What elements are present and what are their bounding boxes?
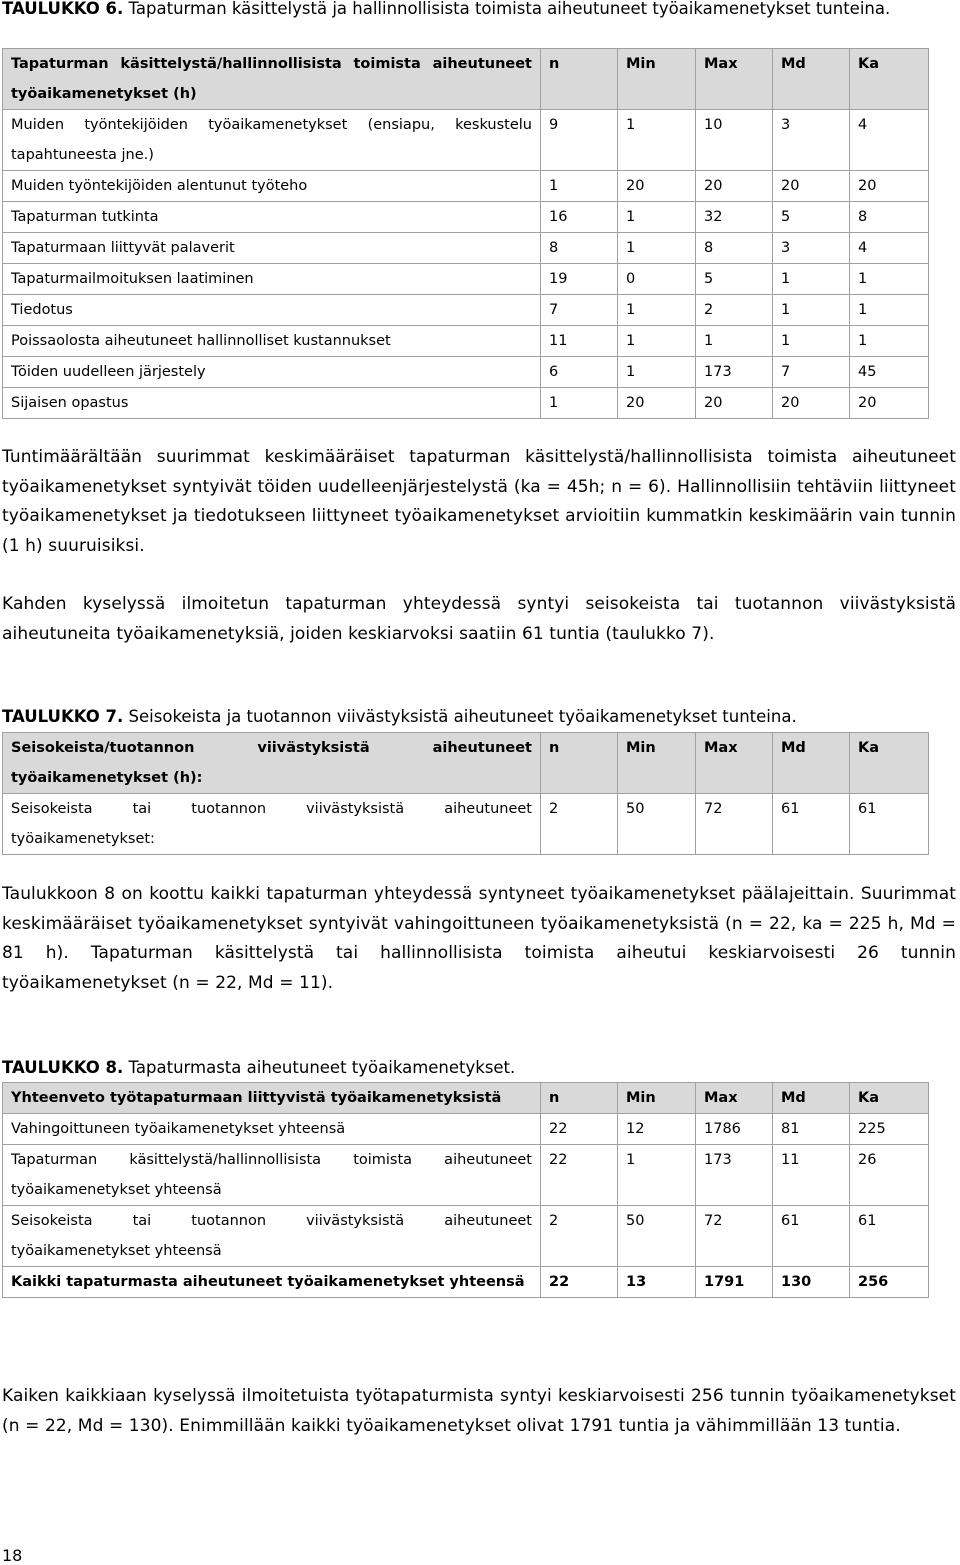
cell-min: 1 — [618, 110, 696, 171]
cell-n: 1 — [541, 388, 618, 419]
cell-md: 61 — [773, 1206, 850, 1267]
row-label: Seisokeista tai tuotannon viivästyksistä aiheutuneet työaikamenetykset: — [3, 794, 541, 855]
cell-n: 1 — [541, 171, 618, 202]
table7-header-n: n — [541, 733, 618, 794]
cell-ka: 45 — [850, 357, 929, 388]
table7-caption-text: Seisokeista ja tuotannon viivästyksistä aiheutuneet työaikamenetykset tunteina. — [123, 707, 797, 726]
table8-header-min: Min — [618, 1083, 696, 1114]
cell-n: 6 — [541, 357, 618, 388]
cell-n: 7 — [541, 295, 618, 326]
row-label: Tapaturman käsittelystä/hallinnollisista toimista aiheutuneet työaikamenetykset yhteensä — [3, 1145, 541, 1206]
paragraph-1: Tuntimäärältään suurimmat keskimääräiset tapaturman käsittelystä/hallinnollisista toimista aiheutuneet työaikamenetykset syntyivät töiden uudelleenjärjestelystä (ka = 45h; n = 6). Hallinnollisiin tehtäviin liittyneet työaikamenetykset ja tiedotukseen liittyneet työaikamenetykset arvioitiin kummatkin keskimäärin vain tunnin (1 h) suuruisiksi. — [2, 447, 956, 556]
cell-ka: 8 — [850, 202, 929, 233]
row-label: Sijaisen opastus — [3, 388, 541, 419]
table7-caption-label: TAULUKKO 7. — [2, 707, 124, 726]
cell-md: 7 — [773, 357, 850, 388]
table-row — [3, 233, 929, 264]
paragraph-4: Kaiken kaikkiaan kyselyssä ilmoitetuista työtapaturmista syntyi keskiarvoisesti 256 tunnin työaikamenetykset (n = 22, Md = 130). Enimmillään kaikki työaikamenetykset olivat 1791 tuntia ja vähimmillään 13 tuntia. — [2, 1386, 956, 1436]
table6-caption-text: Tapaturman käsittelystä ja hallinnollisista toimista aiheutuneet työaikamenetykset tunteina. — [123, 0, 891, 18]
table6-header-row — [3, 49, 929, 110]
table6-header-n: n — [541, 49, 618, 110]
cell-min: 50 — [618, 794, 696, 855]
table7-header-label: Seisokeista/tuotannon viivästyksistä aiheutuneet työaikamenetykset (h): — [3, 733, 541, 794]
table7-header-max: Max — [696, 733, 773, 794]
cell-ka: 20 — [850, 171, 929, 202]
page-number: 18 — [2, 1546, 23, 1565]
cell-max: 1791 — [696, 1267, 773, 1298]
table8-header-n: n — [541, 1083, 618, 1114]
cell-min: 12 — [618, 1114, 696, 1145]
cell-n: 2 — [541, 794, 618, 855]
table-row — [3, 202, 929, 233]
cell-ka: 4 — [850, 233, 929, 264]
cell-md: 3 — [773, 233, 850, 264]
cell-min: 1 — [618, 1145, 696, 1206]
cell-md: 1 — [773, 295, 850, 326]
cell-max: 20 — [696, 171, 773, 202]
cell-n: 19 — [541, 264, 618, 295]
cell-ka: 1 — [850, 326, 929, 357]
table-row — [3, 388, 929, 419]
table7-caption — [2, 706, 952, 728]
cell-md: 20 — [773, 171, 850, 202]
cell-min: 1 — [618, 295, 696, 326]
row-label: Tapaturman tutkinta — [3, 202, 541, 233]
table7-header-md: Md — [773, 733, 850, 794]
cell-n: 8 — [541, 233, 618, 264]
table6-header-ka: Ka — [850, 49, 929, 110]
table6-caption-label: TAULUKKO 6. — [2, 0, 124, 18]
row-label: Tiedotus — [3, 295, 541, 326]
table8-header-ka: Ka — [850, 1083, 929, 1114]
cell-max: 5 — [696, 264, 773, 295]
cell-md: 81 — [773, 1114, 850, 1145]
table-row — [3, 326, 929, 357]
table-row — [3, 357, 929, 388]
cell-max: 1 — [696, 326, 773, 357]
cell-ka: 26 — [850, 1145, 929, 1206]
cell-md: 3 — [773, 110, 850, 171]
cell-md: 5 — [773, 202, 850, 233]
table-row-total — [3, 1267, 929, 1298]
cell-md: 1 — [773, 326, 850, 357]
table6-header-min: Min — [618, 49, 696, 110]
row-label: Tapaturmailmoituksen laatiminen — [3, 264, 541, 295]
cell-ka: 225 — [850, 1114, 929, 1145]
table7-header-min: Min — [618, 733, 696, 794]
cell-min: 13 — [618, 1267, 696, 1298]
table-row — [3, 1114, 929, 1145]
cell-min: 50 — [618, 1206, 696, 1267]
paragraph-2: Kahden kyselyssä ilmoitetun tapaturman yhteydessä syntyi seisokeista tai tuotannon viivästyksistä aiheutuneita työaikamenetyksiä, joiden keskiarvoksi saatiin 61 tuntia (taulukko 7). — [2, 594, 956, 644]
cell-min: 20 — [618, 171, 696, 202]
row-label: Seisokeista tai tuotannon viivästyksistä aiheutuneet työaikamenetykset yhteensä — [3, 1206, 541, 1267]
table8-header-max: Max — [696, 1083, 773, 1114]
table7-header-ka: Ka — [850, 733, 929, 794]
table8-header-md: Md — [773, 1083, 850, 1114]
cell-max: 20 — [696, 388, 773, 419]
cell-max: 32 — [696, 202, 773, 233]
cell-max: 72 — [696, 1206, 773, 1267]
cell-max: 173 — [696, 1145, 773, 1206]
table8-header-label: Yhteenveto työtapaturmaan liittyvistä työaikamenetyksistä — [3, 1083, 541, 1114]
table7 — [2, 732, 929, 855]
cell-n: 22 — [541, 1114, 618, 1145]
table6 — [2, 48, 929, 419]
cell-md: 20 — [773, 388, 850, 419]
table6-header-md: Md — [773, 49, 850, 110]
table8-header-row — [3, 1083, 929, 1114]
cell-ka: 61 — [850, 794, 929, 855]
cell-md: 11 — [773, 1145, 850, 1206]
table6-caption — [2, 0, 952, 20]
row-label: Poissaolosta aiheutuneet hallinnolliset kustannukset — [3, 326, 541, 357]
cell-ka: 20 — [850, 388, 929, 419]
table-row — [3, 171, 929, 202]
table8-caption-text: Tapaturmasta aiheutuneet työaikamenetykset. — [123, 1058, 516, 1077]
table8-caption-label: TAULUKKO 8. — [2, 1058, 124, 1077]
cell-ka: 1 — [850, 295, 929, 326]
cell-n: 9 — [541, 110, 618, 171]
row-label: Töiden uudelleen järjestely — [3, 357, 541, 388]
row-label: Vahingoittuneen työaikamenetykset yhteensä — [3, 1114, 541, 1145]
cell-max: 173 — [696, 357, 773, 388]
cell-n: 16 — [541, 202, 618, 233]
cell-ka: 256 — [850, 1267, 929, 1298]
paragraph-3: Taulukkoon 8 on koottu kaikki tapaturman yhteydessä syntyneet työaikamenetykset päälajeittain. Suurimmat keskimääräiset työaikamenetykset syntyivät vahingoittuneen työaikamenetyksistä (n = 22, ka = 225 h, Md = 81 h). Tapaturman käsittelystä tai hallinnollisista toimista aiheutui keskiarvoisesti 26 tunnin työaikamenetykset (n = 22, Md = 11). — [2, 884, 956, 993]
cell-md: 61 — [773, 794, 850, 855]
table6-header-label: Tapaturman käsittelystä/hallinnollisista toimista aiheutuneet työaikamenetykset (h) — [3, 49, 541, 110]
cell-min: 1 — [618, 357, 696, 388]
cell-ka: 4 — [850, 110, 929, 171]
cell-max: 72 — [696, 794, 773, 855]
cell-n: 22 — [541, 1267, 618, 1298]
cell-md: 1 — [773, 264, 850, 295]
table8-caption — [2, 1057, 952, 1079]
cell-max: 10 — [696, 110, 773, 171]
table-row — [3, 794, 929, 855]
row-label: Muiden työntekijöiden työaikamenetykset (ensiapu, keskustelu tapahtuneesta jne.) — [3, 110, 541, 171]
cell-min: 20 — [618, 388, 696, 419]
cell-ka: 61 — [850, 1206, 929, 1267]
cell-max: 2 — [696, 295, 773, 326]
row-label: Kaikki tapaturmasta aiheutuneet työaikamenetykset yhteensä — [3, 1267, 541, 1298]
cell-ka: 1 — [850, 264, 929, 295]
table-row — [3, 264, 929, 295]
cell-md: 130 — [773, 1267, 850, 1298]
cell-max: 8 — [696, 233, 773, 264]
cell-n: 2 — [541, 1206, 618, 1267]
row-label: Tapaturmaan liittyvät palaverit — [3, 233, 541, 264]
table-row — [3, 1145, 929, 1206]
row-label: Muiden työntekijöiden alentunut työteho — [3, 171, 541, 202]
cell-min: 1 — [618, 326, 696, 357]
cell-min: 1 — [618, 233, 696, 264]
table8 — [2, 1082, 929, 1298]
cell-min: 0 — [618, 264, 696, 295]
cell-n: 22 — [541, 1145, 618, 1206]
table7-header-row — [3, 733, 929, 794]
table-row — [3, 110, 929, 171]
table6-header-max: Max — [696, 49, 773, 110]
cell-n: 11 — [541, 326, 618, 357]
cell-min: 1 — [618, 202, 696, 233]
cell-max: 1786 — [696, 1114, 773, 1145]
table-row — [3, 295, 929, 326]
table-row — [3, 1206, 929, 1267]
